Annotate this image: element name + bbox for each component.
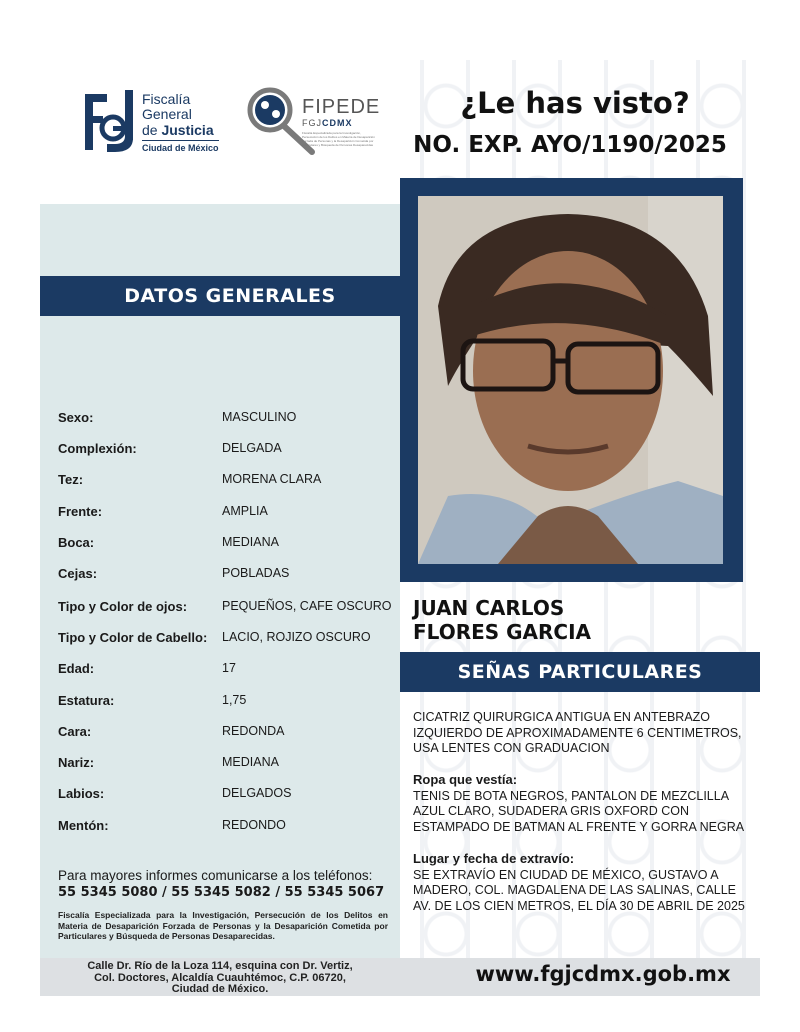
contact-phones: 55 5345 5080 / 55 5345 5082 / 55 5345 5067 — [58, 885, 385, 900]
senas-particulares-title: SEÑAS PARTICULARES — [400, 652, 760, 692]
datos-label: Cara: — [58, 723, 92, 739]
contact-intro: Para mayores informes comunicarse a los teléfonos: — [58, 868, 373, 883]
datos-value: MEDIANA — [222, 755, 279, 769]
datos-value: 1,75 — [222, 693, 247, 707]
datos-row — [58, 438, 398, 458]
datos-value: AMPLIA — [222, 504, 268, 518]
datos-value: DELGADOS — [222, 786, 292, 800]
datos-row — [58, 783, 398, 803]
datos-label: Tipo y Color de ojos: — [58, 598, 188, 614]
expediente-number: NO. EXP. AYO/1190/2025 — [413, 132, 727, 158]
person-photo — [418, 196, 723, 564]
datos-row — [58, 596, 398, 616]
datos-row — [58, 407, 398, 427]
datos-label: Tez: — [58, 471, 84, 487]
headline-question: ¿Le has visto? — [460, 86, 690, 120]
datos-label: Nariz: — [58, 754, 95, 770]
fiscalia-note: Fiscalía Especializada para la Investigación, Persecución de los Delitos en Materia de Desaparición Forzada de Personas y la Desaparición Cometida por Particulares y Búsqueda de Personas Desaparecidas. — [58, 910, 388, 941]
senas-description: CICATRIZ QUIRURGICA ANTIGUA EN ANTEBRAZO IZQUIERDO DE APROXIMADAMENTE 6 CENTIMETROS, USA LENTES CON GRADUACION — [413, 710, 742, 755]
datos-value: REDONDA — [222, 724, 285, 738]
ropa-text: TENIS DE BOTA NEGROS, PANTALON DE MEZCLILLA AZUL CLARO, SUDADERA GRIS OXFORD CON ESTAMPADO DE BATMAN AL FRENTE Y GORRA NEGRA — [413, 788, 745, 834]
datos-row — [58, 721, 398, 741]
datos-row — [58, 658, 398, 678]
datos-row — [58, 563, 398, 583]
fgj-logo-text: Fiscalía General de Justicia Ciudad de México — [142, 91, 219, 153]
datos-value: PEQUEÑOS, CAFE OSCURO — [222, 599, 392, 613]
datos-row — [58, 469, 398, 489]
fgj-logo — [85, 88, 137, 154]
lugar-label: Lugar y fecha de extravío: — [413, 851, 575, 866]
person-name: JUAN CARLOS FLORES GARCIA — [413, 596, 592, 644]
footer-address: Calle Dr. Río de la Loza 114, esquina con Dr. Vertiz, Col. Doctores, Alcaldía Cuauhtémoc, C.P. 06720, Ciudad de México. — [87, 960, 353, 995]
datos-value: MEDIANA — [222, 535, 279, 549]
datos-value: 17 — [222, 661, 236, 675]
datos-label: Mentón: — [58, 817, 109, 833]
datos-label: Labios: — [58, 785, 105, 801]
website-link[interactable]: www.fgjcdmx.gob.mx — [475, 962, 731, 986]
datos-row — [58, 752, 398, 772]
ropa-label: Ropa que vestía: — [413, 772, 518, 787]
datos-label: Boca: — [58, 534, 95, 550]
datos-value: LACIO, ROJIZO OSCURO — [222, 630, 371, 644]
datos-label: Complexión: — [58, 440, 137, 456]
datos-value: POBLADAS — [222, 566, 290, 580]
datos-label: Estatura: — [58, 692, 115, 708]
datos-label: Cejas: — [58, 565, 98, 581]
datos-row — [58, 532, 398, 552]
datos-value: DELGADA — [222, 441, 282, 455]
datos-label: Sexo: — [58, 409, 94, 425]
datos-value: REDONDO — [222, 818, 286, 832]
datos-label: Tipo y Color de Cabello: — [58, 629, 208, 645]
datos-value: MASCULINO — [222, 410, 297, 424]
lugar-section — [413, 851, 753, 914]
datos-row — [58, 815, 398, 835]
datos-row — [58, 690, 398, 710]
datos-label: Frente: — [58, 503, 103, 519]
datos-row — [58, 627, 398, 647]
fipede-logo-text: FIPEDE FGJCDMX Fiscalía Especializada para la Investigación, Persecución de los Delitos en Materia de Desaparición Forzada de Personas y la Desaparición Cometida por Particulares y Búsqueda de Personas Desaparecidas — [302, 96, 381, 147]
datos-row — [58, 501, 398, 521]
lugar-text: SE EXTRAVÍO EN CIUDAD DE MÉXICO, GUSTAVO A MADERO, COL. MAGDALENA DE LAS SALINAS, CALLE AV. DE LOS CIEN METROS, EL DÍA 30 DE ABRIL DE 2025 — [413, 867, 745, 913]
datos-value: MORENA CLARA — [222, 472, 322, 486]
datos-generales-title: DATOS GENERALES — [40, 276, 420, 316]
datos-label: Edad: — [58, 660, 95, 676]
ropa-section — [413, 772, 753, 835]
